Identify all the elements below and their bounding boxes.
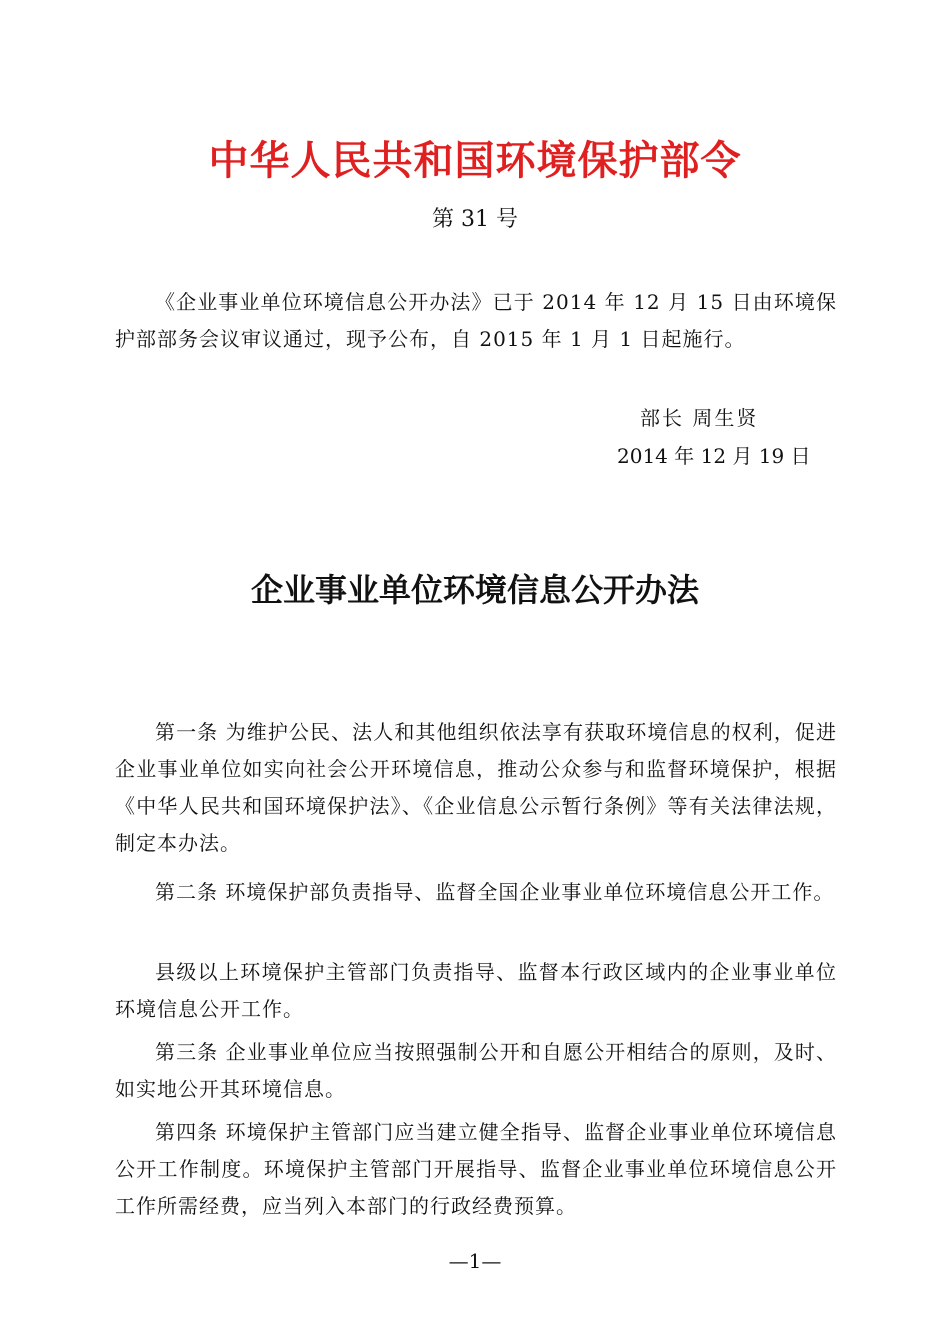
announcement-paragraph: 《企业事业单位环境信息公开办法》已于 2014 年 12 月 15 日由环境保护部部务会议审议通过，现予公布，自 2015 年 1 月 1 日起施行。 (115, 290, 837, 351)
order-title: 中华人民共和国环境保护部令 (208, 137, 742, 184)
page-number: —1— (448, 1249, 502, 1273)
article-4: 第四条 环境保护主管部门应当建立健全指导、监督企业事业单位环境信息公开工作制度。环境保护主管部门开展指导、监督企业事业单位环境信息公开工作所需经费，应当列入本部门的行政经费预算。 (115, 1120, 837, 1218)
signer: 部长 周生贤 (640, 406, 759, 430)
article-3: 第三条 企业事业单位应当按照强制公开和自愿公开相结合的原则，及时、如实地公开其环境信息。 (115, 1040, 837, 1101)
article-2-clause-2: 县级以上环境保护主管部门负责指导、监督本行政区域内的企业事业单位环境信息公开工作。 (115, 960, 837, 1021)
signature-date: 2014 年 12 月 19 日 (617, 444, 811, 468)
document-title: 企业事业单位环境信息公开办法 (250, 571, 699, 609)
article-2: 第二条 环境保护部负责指导、监督全国企业事业单位环境信息公开工作。 (155, 880, 835, 904)
order-number: 第 31 号 (432, 207, 518, 232)
article-1: 第一条 为维护公民、法人和其他组织依法享有获取环境信息的权利，促进企业事业单位如实向社会公开环境信息，推动公众参与和监督环境保护，根据《中华人民共和国环境保护法》、《企业信息公示暂行条例》等有关法律法规，制定本办法。 (115, 720, 837, 855)
